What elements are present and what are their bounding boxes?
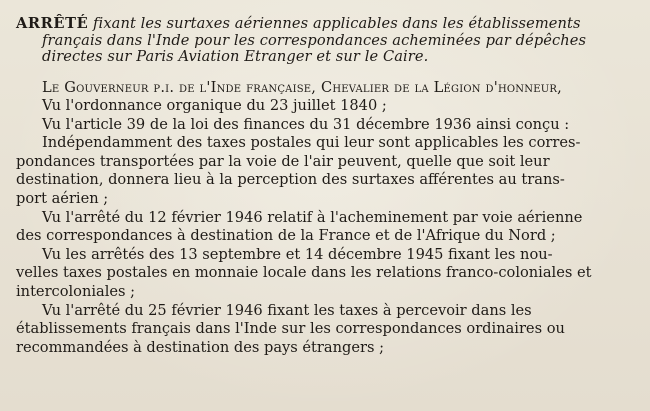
decree-body: [16, 79, 630, 358]
considerant-arrete-fevrier-1: Vu l'arrêté du 12 février 1946 relatif à l'acheminement par voie aérienne: [42, 208, 583, 226]
considerant-arrete-25-fevrier-3: recommandées à destination des pays étrangers ;: [16, 338, 384, 356]
considerant-arretes-1945-3: intercoloniales ;: [16, 283, 136, 301]
considerant-arretes-1945-1: Vu les arrêtés des 13 septembre et 14 décembre 1945 fixant les nou-: [42, 245, 553, 263]
governor-line: Le Gouverneur p.i. de l'Inde française, Chevalier de la Légion d'honneur,: [42, 78, 562, 96]
considerant-arretes-1945-2: velles taxes postales en monnaie locale dans les relations franco-coloniales et: [16, 264, 592, 282]
header-line-3: directes sur Paris Aviation Etranger et sur le Caire.: [42, 48, 429, 65]
considerant-ordonnance: Vu l'ordonnance organique du 23 juillet 1840 ;: [42, 97, 387, 115]
considerant-arrete-25-fevrier-1: Vu l'arrêté du 25 février 1946 fixant les taxes à percevoir dans les: [42, 301, 532, 319]
quote-line-1: Indépendamment des taxes postales qui leur sont applicables les corres-: [42, 134, 581, 152]
decree-header: [16, 16, 630, 66]
considerant-arrete-25-fevrier-2: établissements français dans l'Inde sur les correspondances ordinaires ou: [16, 320, 565, 338]
header-line-1: ARRÊTÉ fixant les surtaxes aériennes applicables dans les établissements: [16, 15, 581, 32]
decree-title-word: ARRÊTÉ: [16, 15, 89, 32]
considerant-loi-finances: Vu l'article 39 de la loi des finances du 31 décembre 1936 ainsi conçu :: [42, 115, 570, 133]
quote-line-2: pondances transportées par la voie de l'air peuvent, quelle que soit leur: [16, 152, 550, 170]
quote-line-4: port aérien ;: [16, 190, 109, 208]
header-line-2: français dans l'Inde pour les correspondances acheminées par dépêches: [42, 31, 587, 49]
quote-line-3: destination, donnera lieu à la perception des surtaxes afférentes au trans-: [16, 171, 565, 189]
considerant-arrete-fevrier-2: des correspondances à destination de la France et de l'Afrique du Nord ;: [16, 227, 556, 245]
